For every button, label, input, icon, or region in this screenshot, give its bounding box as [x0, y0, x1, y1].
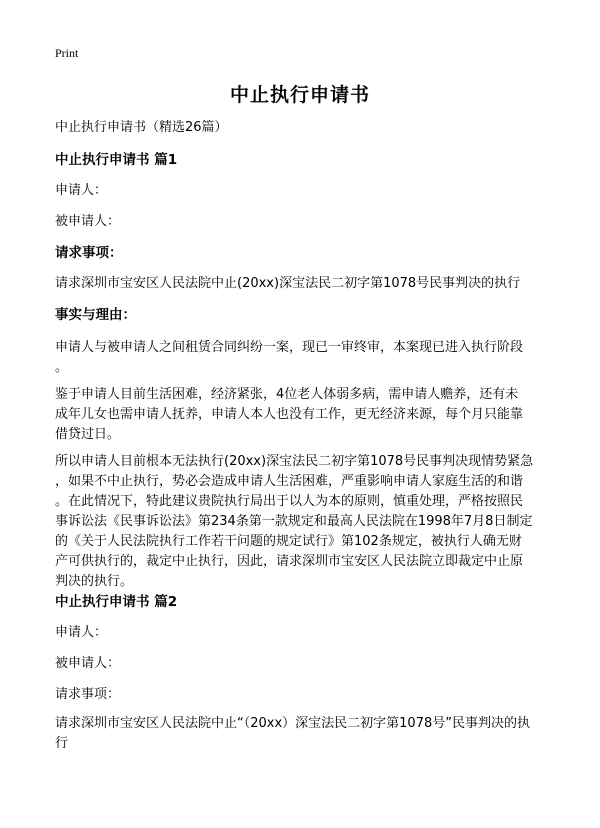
section-2-heading: 中止执行申请书 篇2 — [55, 594, 178, 610]
section-1-applicant: 申请人： — [55, 183, 108, 198]
paragraph-line: 判决的执行。 — [55, 574, 134, 589]
section-2-request-text — [55, 714, 557, 754]
section-1-paragraph-3 — [55, 452, 557, 592]
paragraph-line: 所以申请人目前根本无法执行(20xx)深宝法民二初字第1078号民事判决现情势紧急 — [55, 454, 534, 469]
paragraph-line: 借贷过日。 — [55, 427, 121, 442]
section-1-facts-heading: 事实与理由： — [55, 307, 136, 323]
document-subtitle: 中止执行申请书（精选26篇） — [55, 120, 228, 135]
paragraph-line: 。 — [55, 360, 69, 375]
paragraph-line: 申请人与被申请人之间租赁合同纠纷一案，现已一审终审，本案现已进入执行阶段 — [55, 340, 524, 355]
section-2-applicant: 申请人： — [55, 625, 108, 640]
paragraph-line: 产可供执行的，裁定中止执行，因此，请求深圳市宝安区人民法院立即裁定中止原 — [55, 554, 524, 569]
paragraph-line: 成年儿女也需申请人抚养，申请人本人也没有工作，更无经济来源，每个月只能靠 — [55, 407, 524, 422]
section-1-heading: 中止执行申请书 篇1 — [55, 152, 178, 168]
section-1-paragraph-2 — [55, 385, 557, 445]
document-title: 中止执行申请书 — [229, 84, 370, 106]
paragraph-line: 鉴于申请人目前生活困难，经济紧张，4位老人体弱多病，需申请人赡养，还有未 — [55, 387, 519, 402]
section-1-request-text: 请求深圳市宝安区人民法院中止(20xx)深宝法民二初字第1078号民事判决的执行 — [55, 276, 521, 291]
section-2-request-heading: 请求事项： — [55, 687, 121, 702]
paragraph-line: 。在此情况下，特此建议贵院执行局出于以人为本的原则，慎重处理，严格按照民 — [55, 494, 524, 509]
print-link[interactable]: Print — [55, 46, 79, 60]
paragraph-line: 的《关于人民法院执行工作若干问题的规定试行》第102条规定，被执行人确无财 — [55, 534, 522, 549]
section-1-request-heading: 请求事项： — [55, 245, 123, 261]
section-1-paragraph-1 — [55, 338, 557, 378]
paragraph-line: 行 — [55, 736, 69, 751]
section-2-respondent: 被申请人： — [55, 656, 121, 671]
paragraph-line: ，如果不中止执行，势必会造成申请人生活困难，严重影响申请人家庭生活的和谐 — [55, 474, 524, 489]
section-1-respondent: 被申请人： — [55, 214, 121, 229]
paragraph-line: 事诉讼法《民事诉讼法》第234条第一款规定和最高人民法院在1998年7月8日制定 — [55, 514, 533, 529]
paragraph-line: 请求深圳市宝安区人民法院中止“（20xx）深宝法民二初字第1078号”民事判决的执 — [55, 716, 530, 731]
